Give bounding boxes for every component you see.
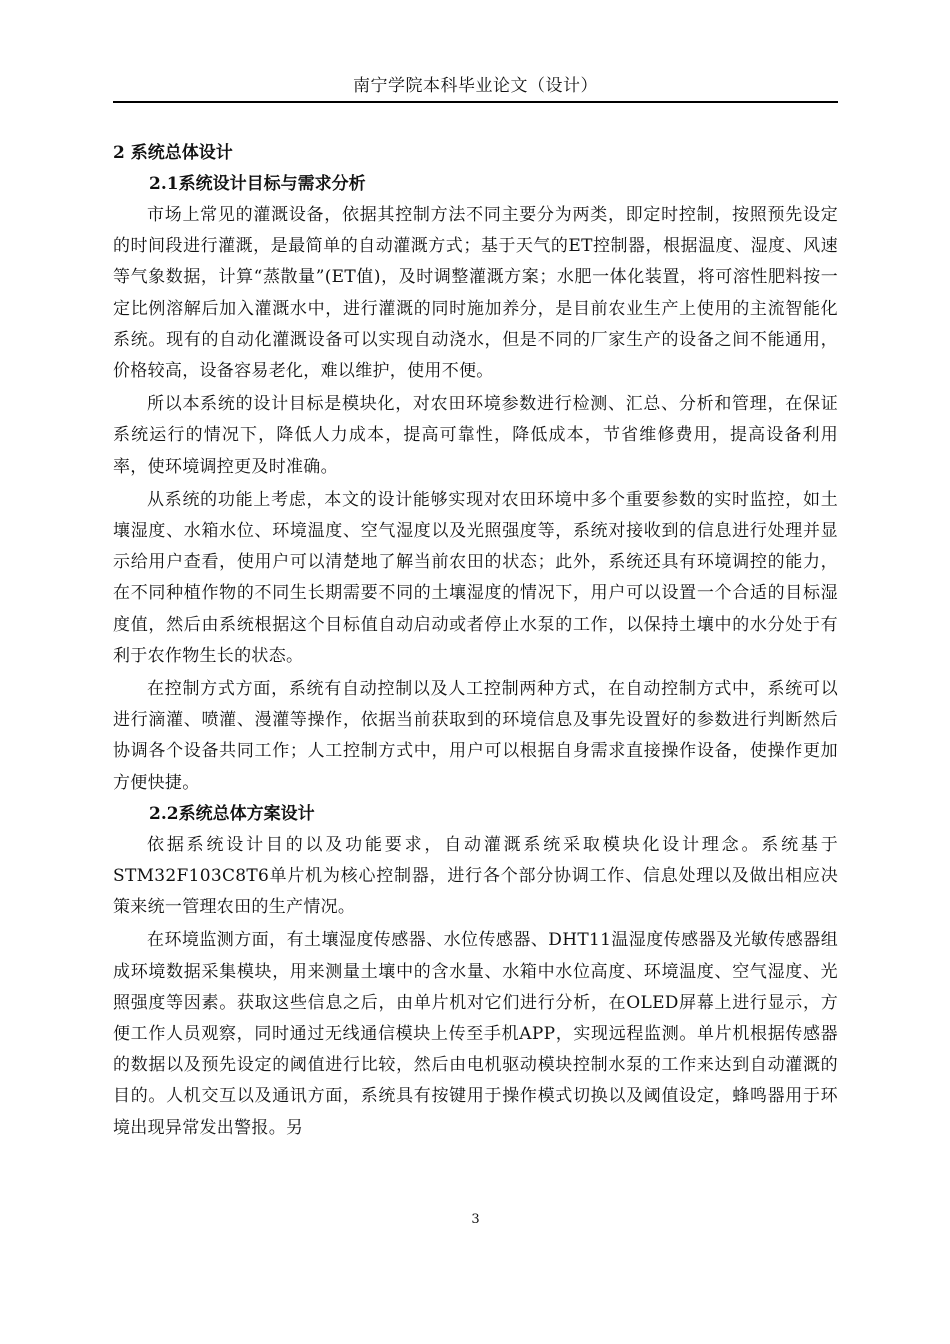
header-divider [113,101,838,103]
paragraph-2-1-1: 市场上常见的灌溉设备，依据其控制方法不同主要分为两类，即定时控制，按照预先设定的时间段进行灌溉，是最简单的自动灌溉方式；基于天气的ET控制器，根据温度、湿度、风速等气象数据，计算“蒸散量”(ET值)，及时调整灌溉方案；水肥一体化装置，将可溶性肥料按一定比例溶解后加入灌溉水中，进行灌溉的同时施加养分，是目前农业生产上使用的主流智能化系统。现有的自动化灌溉设备可以实现自动浇水，但是不同的厂家生产的设备之间不能通用，价格较高，设备容易老化，难以维护，使用不便。 [113,205,838,382]
page-number: 3 [471,1212,480,1227]
section-heading: 2 系统总体设计 [113,143,233,163]
paragraph-2-1-4: 在控制方式方面，系统有自动控制以及人工控制两种方式，在自动控制方式中，系统可以进行滴灌、喷灌、漫灌等操作，依据当前获取到的环境信息及事先设置好的参数进行判断然后协调各个设备共同工作；人工控制方式中，用户可以根据自身需求直接操作设备，使操作更加方便快捷。 [113,679,838,793]
paragraph-2-2-1: 依据系统设计目的以及功能要求，自动灌溉系统采取模块化设计理念。系统基于STM32F103C8T6单片机为核心控制器，进行各个部分协调工作、信息处理以及做出相应决策来统一管理农田的生产情况。 [113,834,838,918]
subsection-heading-2-2: 2.2系统总体方案设计 [149,803,315,824]
paragraph-2-2-2: 在环境监测方面，有土壤湿度传感器、水位传感器、DHT11温湿度传感器及光敏传感器组成环境数据采集模块，用来测量土壤中的含水量、水箱中水位高度、环境温度、空气湿度、光照强度等因素。获取这些信息之后，由单片机对它们进行分析，在OLED屏幕上进行显示，方便工作人员观察，同时通过无线通信模块上传至手机APP，实现远程监测。单片机根据传感器的数据以及预先设定的阈值进行比较，然后由电机驱动模块控制水泵的工作来达到自动灌溉的目的。人机交互以及通讯方面，系统具有按键用于操作模式切换以及阈值设定，蜂鸣器用于环境出现异常发出警报。另 [113,930,838,1138]
paragraph-2-1-2: 所以本系统的设计目标是模块化，对农田环境参数进行检测、汇总、分析和管理，在保证系统运行的情况下，降低人力成本，提高可靠性，降低成本，节省维修费用，提高设备利用率，使环境调控更及时准确。 [113,394,838,477]
paragraph-2-1-3: 从系统的功能上考虑，本文的设计能够实现对农田环境中多个重要参数的实时监控，如土壤湿度、水箱水位、环境温度、空气湿度以及光照强度等，系统对接收到的信息进行处理并显示给用户查看，使用户可以清楚地了解当前农田的状态；此外，系统还具有环境调控的能力，在不同种植作物的不同生长期需要不同的土壤湿度的情况下，用户可以设置一个合适的目标湿度值，然后由系统根据这个目标值自动启动或者停止水泵的工作，以保持土壤中的水分处于有利于农作物生长的状态。 [113,489,838,666]
page-content [113,138,838,1144]
subsection-heading-2-1: 2.1系统设计目标与需求分析 [149,174,366,194]
page-header-title: 南宁学院本科毕业论文（设计） [353,76,598,96]
